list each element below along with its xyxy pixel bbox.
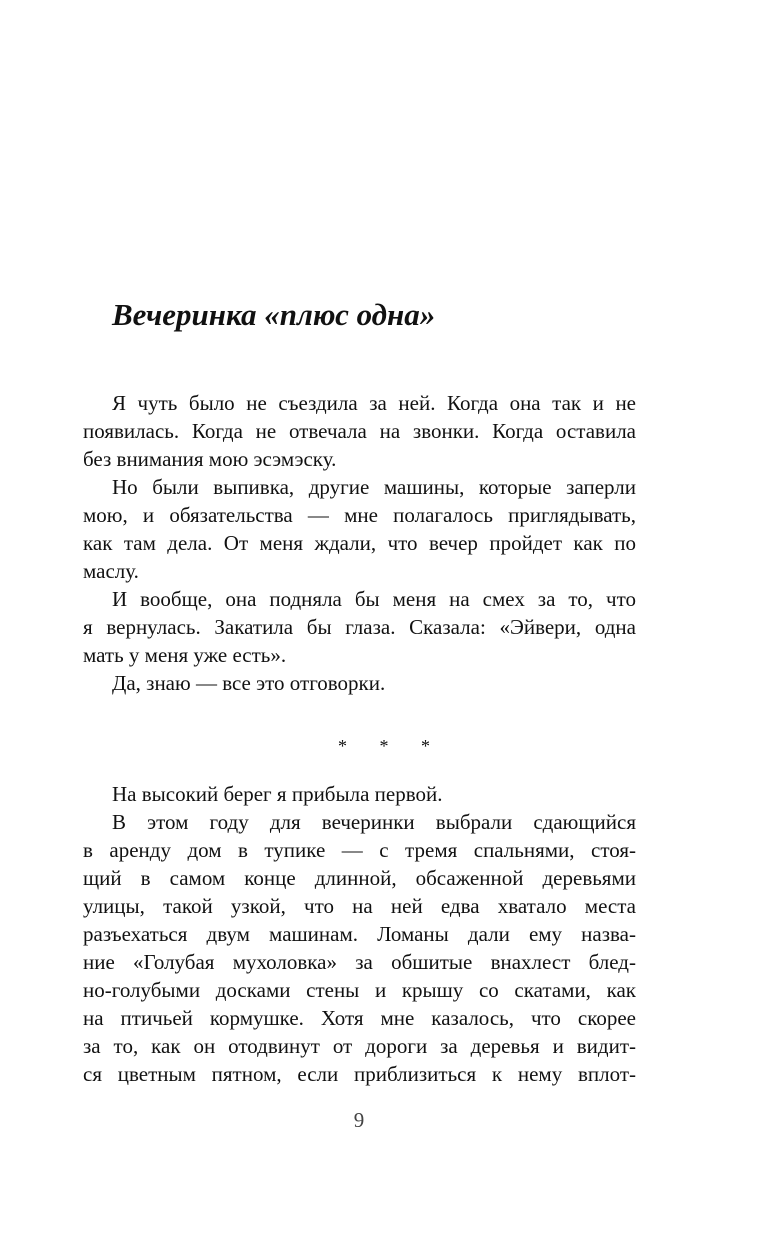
text-line: на птичьей кормушке. Хотя мне казалось, что скорее <box>83 1006 636 1030</box>
text-line: В этом году для вечеринки выбрали сдающийся <box>112 810 636 834</box>
text-line: Но были выпивка, другие машины, которые заперли <box>112 475 636 499</box>
text-line: ние «Голубая мухоловка» за обшитые внахлест блед- <box>83 950 636 974</box>
text-line: без внимания мою эсэмэску. <box>83 447 337 471</box>
text-line: разъехаться двум машинам. Ломаны дали ему назва- <box>83 922 636 946</box>
text-line: появилась. Когда не отвечала на звонки. Когда оставила <box>83 419 636 443</box>
text-line: И вообще, она подняла бы меня на смех за то, что <box>112 587 636 611</box>
text-line: в аренду дом в тупике — с тремя спальнями, стоя- <box>83 838 636 862</box>
text-line: На высокий берег я прибыла первой. <box>112 782 443 806</box>
text-line: мою, и обязательства — мне полагалось приглядывать, <box>83 503 636 527</box>
text-line: Я чуть было не съездила за ней. Когда она так и не <box>112 391 636 415</box>
text-line: щий в самом конце длинной, обсаженной деревьями <box>83 866 636 890</box>
section-break: * * * <box>338 736 444 756</box>
text-line: как там дела. От меня ждали, что вечер пройдет как по <box>83 531 636 555</box>
page-number: 9 <box>353 1108 365 1132</box>
text-line: мать у меня уже есть». <box>83 643 287 667</box>
chapter-title: Вечеринка «плюс одна» <box>112 297 436 332</box>
text-line: маслу. <box>83 559 139 583</box>
section-two <box>83 780 636 1088</box>
text-line: я вернулась. Закатила бы глаза. Сказала: «Эйвери, одна <box>83 615 636 639</box>
text-line: но-голубыми досками стены и крышу со скатами, как <box>83 978 636 1002</box>
text-line: ся цветным пятном, если приблизиться к нему вплот- <box>83 1062 636 1086</box>
text-line: за то, как он отодвинут от дороги за деревья и видит- <box>83 1034 636 1058</box>
section-one <box>83 389 636 697</box>
text-line: Да, знаю — все это отговорки. <box>112 671 386 695</box>
text-line: улицы, такой узкой, что на ней едва хватало места <box>83 894 636 918</box>
